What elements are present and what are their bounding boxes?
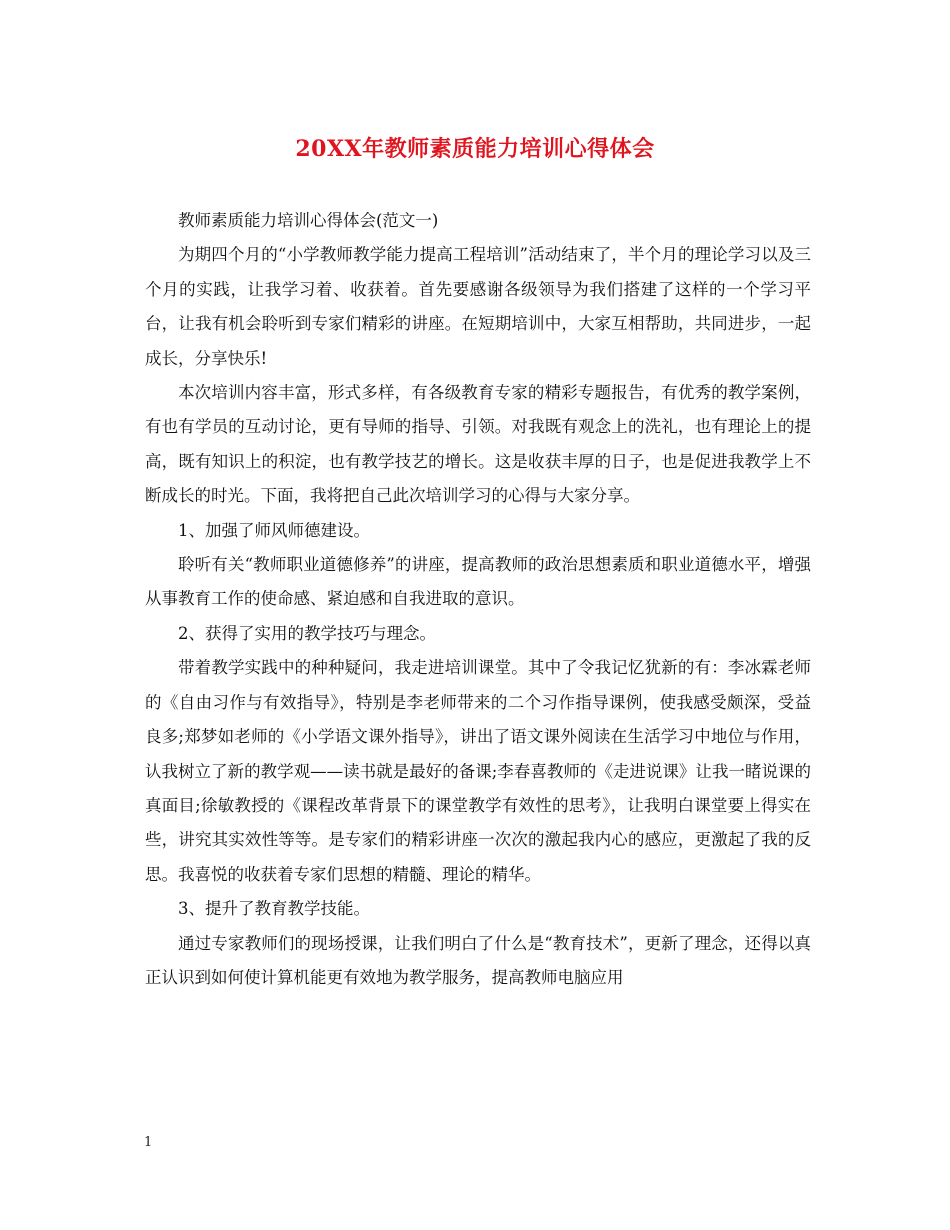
paragraph: 通过专家教师们的现场授课，让我们明白了什么是“教育技术”，更新了理念，还得以真正认识到如何使计算机能更有效地为教学服务，提高教师电脑应用 xyxy=(145,933,811,987)
paragraph: 聆听有关“教师职业道德修养”的讲座，提高教师的政治思想素质和职业道德水平，增强从事教育工作的使命感、紧迫感和自我进取的意识。 xyxy=(145,555,811,609)
document-body xyxy=(145,204,811,995)
document-title: 20XX年教师素质能力培训心得体会 xyxy=(295,136,655,162)
paragraph: 本次培训内容丰富，形式多样，有各级教育专家的精彩专题报告，有优秀的教学案例，有也有学员的互动讨论，更有导师的指导、引领。对我既有观念上的洗礼，也有理论上的提高，既有知识上的积淀，也有教学技艺的增长。这是收获丰厚的日子，也是促进我教学上不断成长的时光。下面，我将把自己此次培训学习的心得与大家分享。 xyxy=(145,383,811,506)
section-heading: 2、获得了实用的教学技巧与理念。 xyxy=(178,623,436,643)
paragraph: 带着教学实践中的种种疑问，我走进培训课堂。其中了令我记忆犹新的有：李冰霖老师的《自由习作与有效指导》，特别是李老师带来的二个习作指导课例，使我感受颇深，受益良多;郑梦如老师的《小学语文课外指导》，讲出了语文课外阅读在生活学习中地位与作用，认我树立了新的教学观——读书就是最好的备课;李春喜教师的《走进说课》让我一睹说课的真面目;徐敏教授的《课程改革背景下的课堂教学有效性的思考》，让我明白课堂要上得实在些，讲究其实效性等等。是专家们的精彩讲座一次次的激起我内心的感应，更激起了我的反思。我喜悦的收获着专家们思想的精髓、理论的精华。 xyxy=(145,658,811,884)
section-heading: 1、加强了师风师德建设。 xyxy=(178,520,370,540)
paragraph: 教师素质能力培训心得体会(范文一) xyxy=(178,211,439,230)
section-heading: 3、提升了教育教学技能。 xyxy=(178,899,370,919)
paragraph: 为期四个月的“小学教师教学能力提高工程培训”活动结束了，半个月的理论学习以及三个月的实践，让我学习着、收获着。首先要感谢各级领导为我们搭建了这样的一个学习平台，让我有机会聆听到专家们精彩的讲座。在短期培训中，大家互相帮助，共同进步，一起成长，分享快乐! xyxy=(145,245,811,368)
page-number: 1 xyxy=(144,1135,153,1150)
